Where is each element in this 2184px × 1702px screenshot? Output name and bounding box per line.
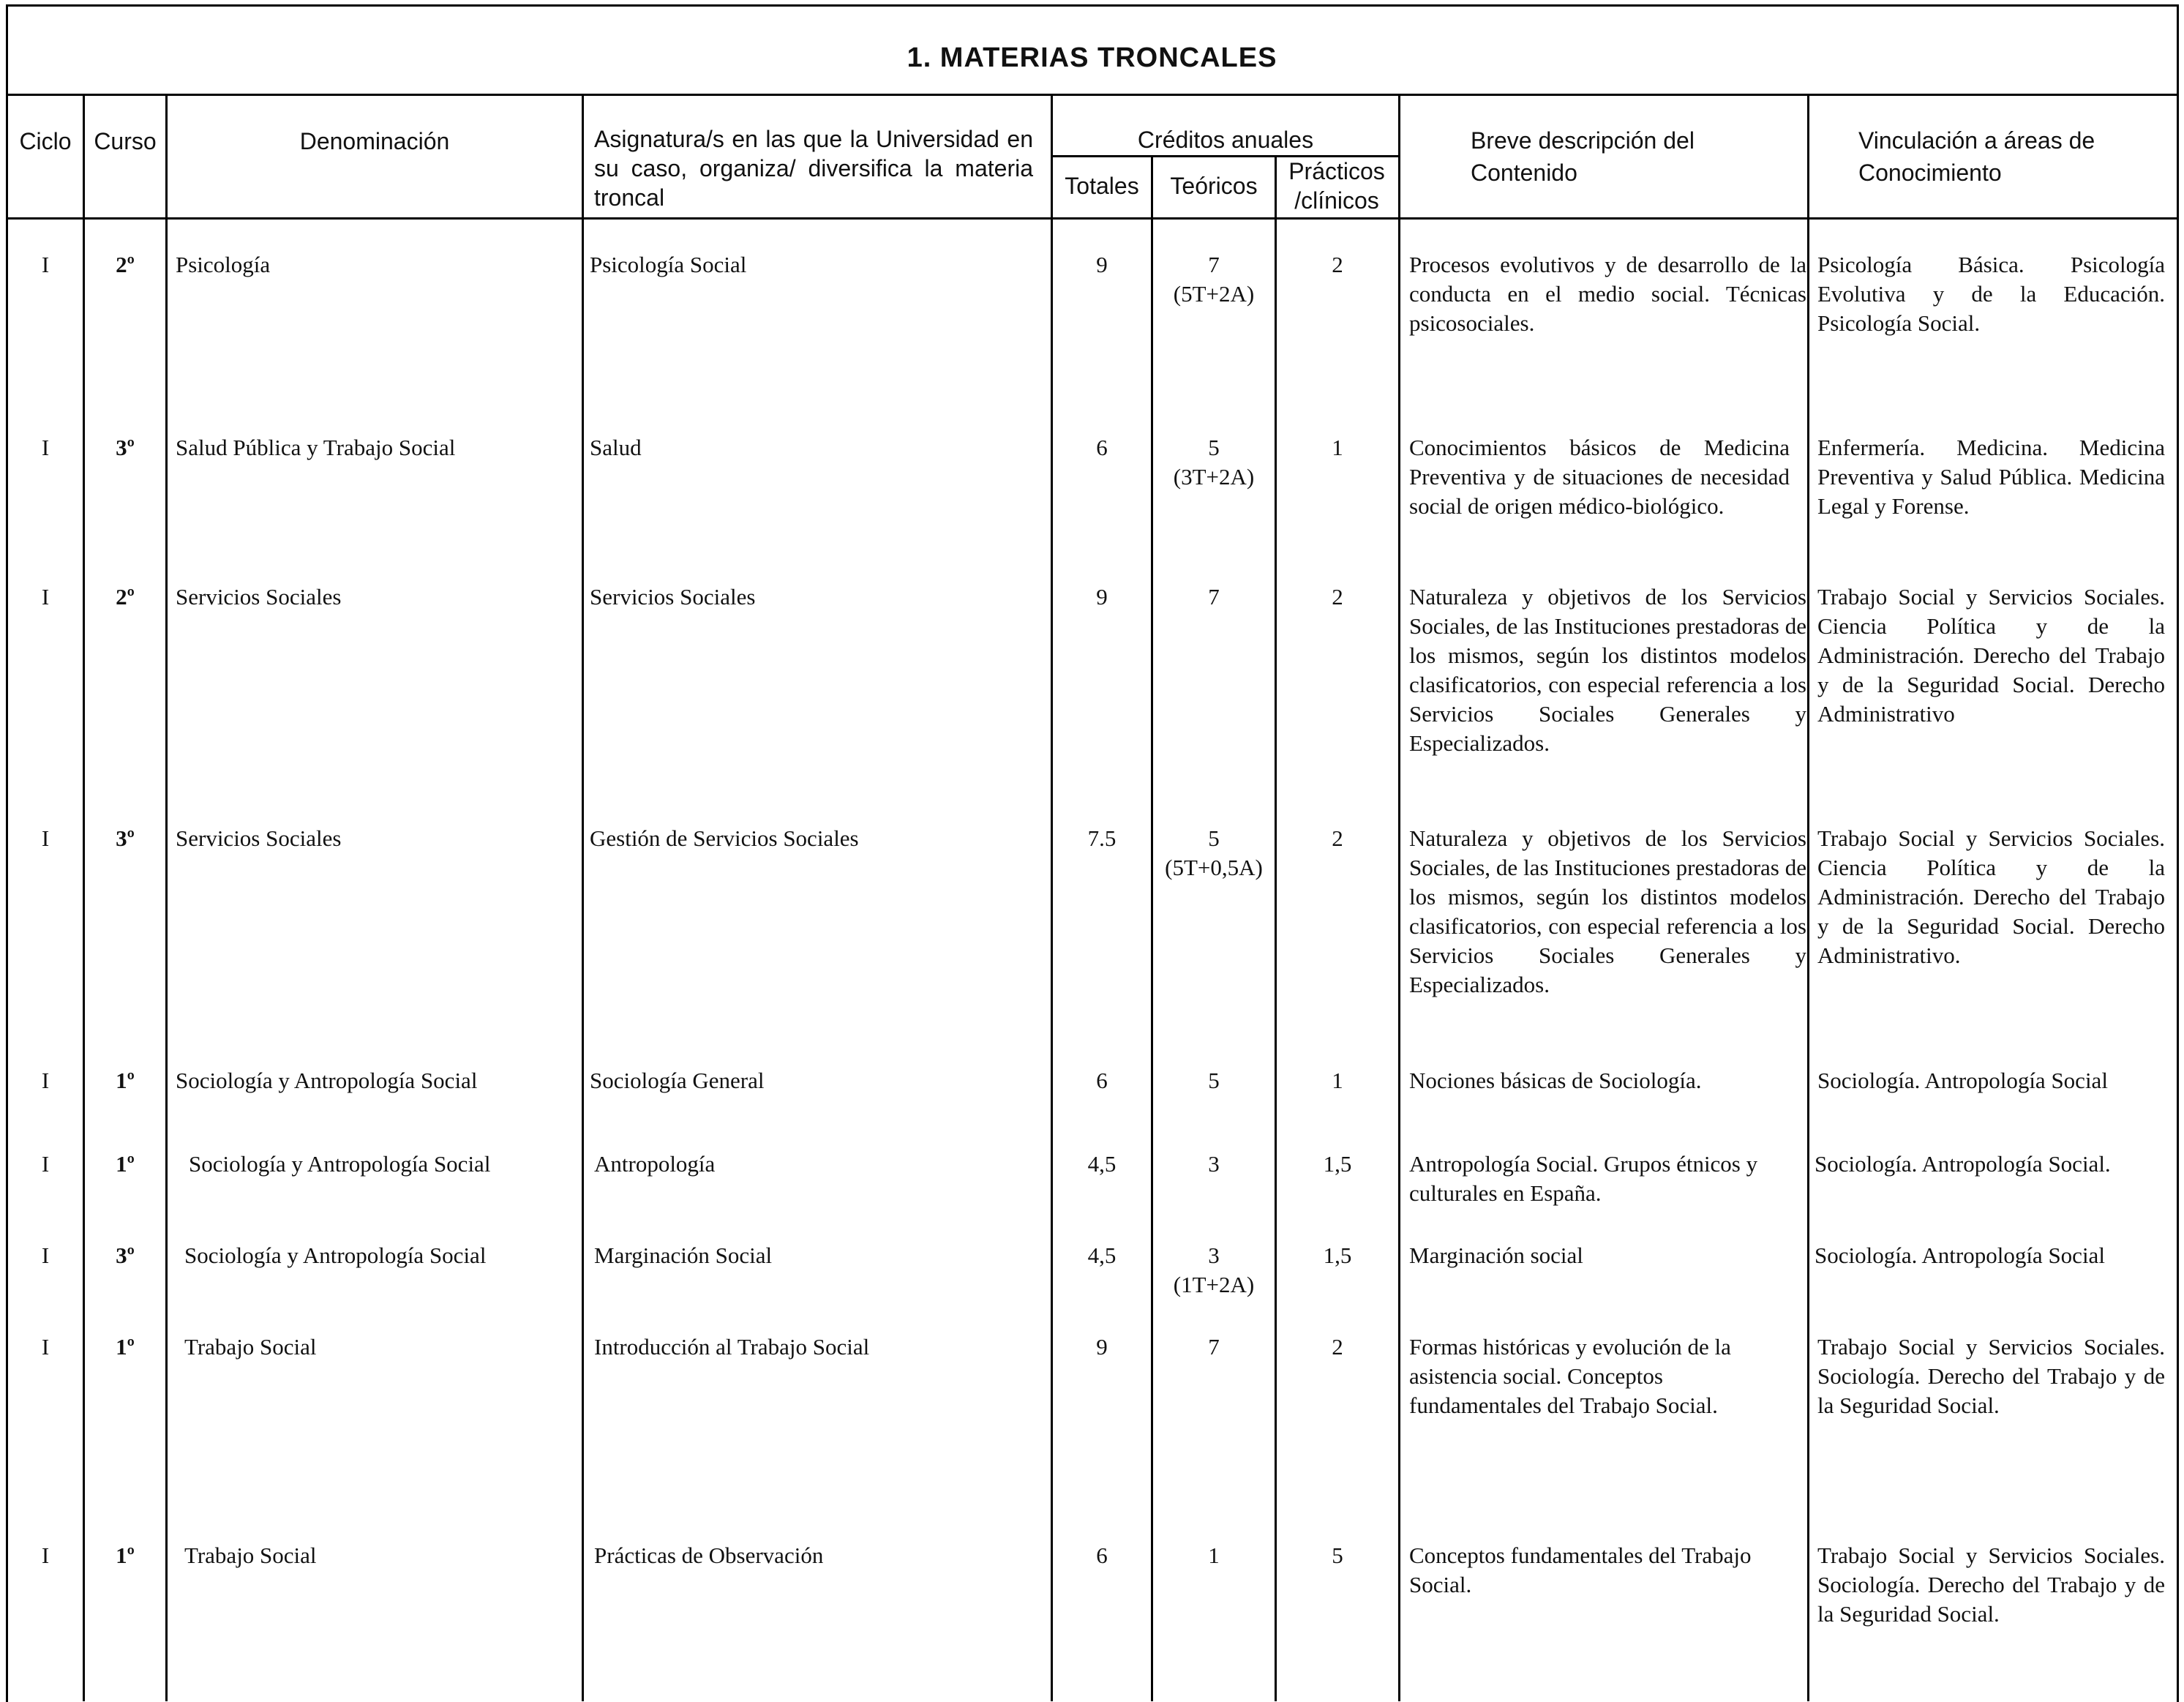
row-ciclo: I: [41, 584, 50, 610]
row-curso: 2º: [116, 252, 135, 277]
row-ciclo: I: [41, 1334, 50, 1360]
row-teoricos-detail: (5T+2A): [1173, 281, 1255, 307]
page-title: 1. MATERIAS TRONCALES: [907, 42, 1277, 73]
row-practicos: 1: [1332, 1068, 1343, 1093]
row-vinculacion: Sociología. Antropología Social: [1815, 1242, 2105, 1268]
header-descripcion: Breve descripción del Contenido: [1471, 127, 1695, 186]
row-descripcion: Naturaleza y objetivos de los Servicios Sociales, de las Instituciones prestadoras de los mismos, según los distintos modelos clasificatorios, con especial referencia a los Servicios Sociales Generales y Especializados.: [1409, 584, 1806, 756]
row-curso: 1º: [116, 1542, 135, 1568]
row-curso: 1º: [116, 1068, 135, 1093]
row-totales: 7.5: [1087, 825, 1117, 851]
row-descripcion: Conocimientos básicos de Medicina Preventiva y de situaciones de necesidad social de origen médico-biológico.: [1409, 435, 1790, 519]
row-practicos: 2: [1332, 252, 1343, 277]
row-practicos: 2: [1332, 584, 1343, 610]
row-practicos: 2: [1332, 825, 1343, 851]
row-ciclo: I: [41, 252, 50, 277]
row-denominacion: Salud Pública y Trabajo Social: [176, 435, 456, 460]
row-denominacion: Sociología y Antropología Social: [176, 1068, 478, 1093]
row-curso: 3º: [116, 435, 135, 460]
row-denominacion: Servicios Sociales: [176, 584, 342, 610]
row-vinculacion: Trabajo Social y Servicios Sociales. Ciencia Política y de la Administración. Derecho del Trabajo y de la Seguridad Social. Derecho Administrativo: [1817, 584, 2165, 727]
row-teoricos: 3: [1208, 1242, 1220, 1268]
row-teoricos-detail: (1T+2A): [1173, 1272, 1255, 1297]
row-curso: 3º: [116, 1242, 135, 1268]
row-totales: 4,5: [1087, 1151, 1117, 1177]
header-curso: Curso: [94, 128, 157, 154]
row-vinculacion: Trabajo Social y Servicios Sociales. Sociología. Derecho del Trabajo y de la Seguridad Social.: [1817, 1542, 2165, 1627]
row-asignatura: Prácticas de Observación: [594, 1542, 824, 1568]
header-rule: [6, 217, 2179, 220]
header-asignaturas: Asignatura/s en las que la Universidad en su caso, organiza/ diversifica la materia troncal: [594, 126, 1033, 211]
row-teoricos: 5: [1208, 435, 1220, 460]
header-teoricos: Teóricos: [1170, 173, 1258, 199]
row-totales: 4,5: [1087, 1242, 1117, 1268]
row-curso: 1º: [116, 1151, 135, 1177]
col-rule-practicos: [1275, 155, 1277, 1701]
row-asignatura: Sociología General: [590, 1068, 765, 1093]
row-asignatura: Servicios Sociales: [590, 584, 756, 610]
row-vinculacion: Trabajo Social y Servicios Sociales. Ciencia Política y de la Administración. Derecho del Trabajo y de la Seguridad Social. Derecho Administrativo.: [1817, 825, 2165, 968]
row-teoricos: 7: [1208, 252, 1220, 277]
header-practicos: Prácticos /clínicos: [1288, 158, 1385, 214]
row-practicos: 5: [1332, 1542, 1343, 1568]
row-vinculacion: Enfermería. Medicina. Medicina Preventiva y Salud Pública. Medicina Legal y Forense.: [1817, 435, 2165, 519]
row-denominacion: Sociología y Antropología Social: [189, 1151, 491, 1177]
row-asignatura: Introducción al Trabajo Social: [594, 1334, 870, 1360]
row-ciclo: I: [41, 825, 50, 851]
row-descripcion: Marginación social: [1409, 1242, 1583, 1268]
row-denominacion: Trabajo Social: [184, 1334, 317, 1360]
row-descripcion: Antropología Social. Grupos étnicos y culturales en España.: [1409, 1151, 1758, 1206]
row-descripcion: Procesos evolutivos y de desarrollo de la conducta en el medio social. Técnicas psicosociales.: [1409, 252, 1806, 336]
row-teoricos: 3: [1208, 1151, 1220, 1177]
row-curso: 3º: [116, 825, 135, 851]
col-rule-teoricos: [1151, 155, 1153, 1701]
row-denominacion: Sociología y Antropología Social: [184, 1242, 487, 1268]
col-rule-curso: [83, 94, 85, 1701]
row-teoricos: 7: [1208, 1334, 1220, 1360]
col-rule-descripcion: [1398, 94, 1400, 1701]
row-asignatura: Marginación Social: [594, 1242, 773, 1268]
row-asignatura: Antropología: [594, 1151, 716, 1177]
row-curso: 2º: [116, 584, 135, 610]
row-asignatura: Gestión de Servicios Sociales: [590, 825, 859, 851]
row-practicos: 2: [1332, 1334, 1343, 1360]
row-vinculacion: Psicología Básica. Psicología Evolutiva y de la Educación. Psicología Social.: [1817, 252, 2165, 336]
row-teoricos: 5: [1208, 825, 1220, 851]
row-teoricos: 5: [1208, 1068, 1220, 1093]
col-rule-asignatura: [582, 94, 584, 1701]
row-practicos: 1,5: [1323, 1151, 1352, 1177]
row-descripcion: Formas históricas y evolución de la asistencia social. Conceptos fundamentales del Trabajo Social.: [1409, 1334, 1731, 1418]
row-ciclo: I: [41, 1242, 50, 1268]
row-descripcion: Naturaleza y objetivos de los Servicios Sociales, de las Instituciones prestadoras de los mismos, según los distintos modelos clasificatorios, con especial referencia a los Servicios Sociales Generales y Especializados.: [1409, 825, 1806, 997]
row-denominacion: Servicios Sociales: [176, 825, 342, 851]
row-vinculacion: Trabajo Social y Servicios Sociales. Sociología. Derecho del Trabajo y de la Seguridad Social.: [1817, 1334, 2165, 1418]
header-totales: Totales: [1065, 173, 1139, 199]
row-totales: 6: [1096, 435, 1108, 460]
col-rule-vinculacion: [1807, 94, 1809, 1701]
header-denominacion: Denominación: [299, 128, 450, 154]
header-creditos: Créditos anuales: [1137, 127, 1314, 153]
row-denominacion: Trabajo Social: [184, 1542, 317, 1568]
row-curso: 1º: [116, 1334, 135, 1360]
row-descripcion: Conceptos fundamentales del Trabajo Social.: [1409, 1542, 1752, 1597]
row-totales: 9: [1096, 1334, 1108, 1360]
row-teoricos: 7: [1208, 584, 1220, 610]
row-teoricos-detail: (3T+2A): [1173, 464, 1255, 490]
row-asignatura: Salud: [590, 435, 642, 460]
row-totales: 9: [1096, 584, 1108, 610]
header-vinculacion: Vinculación a áreas de Conocimiento: [1858, 127, 2095, 186]
row-totales: 6: [1096, 1542, 1108, 1568]
row-practicos: 1: [1332, 435, 1343, 460]
row-teoricos-detail: (5T+0,5A): [1165, 855, 1263, 880]
row-totales: 9: [1096, 252, 1108, 277]
row-totales: 6: [1096, 1068, 1108, 1093]
row-vinculacion: Sociología. Antropología Social: [1817, 1068, 2108, 1093]
row-asignatura: Psicología Social: [590, 252, 747, 277]
row-ciclo: I: [41, 1151, 50, 1177]
title-rule: [6, 94, 2179, 96]
row-descripcion: Nociones básicas de Sociología.: [1409, 1068, 1702, 1093]
col-rule-denominacion: [165, 94, 168, 1701]
row-practicos: 1,5: [1323, 1242, 1352, 1268]
row-ciclo: I: [41, 1542, 50, 1568]
row-ciclo: I: [41, 435, 50, 460]
row-ciclo: I: [41, 1068, 50, 1093]
row-denominacion: Psicología: [176, 252, 271, 277]
row-vinculacion: Sociología. Antropología Social.: [1815, 1151, 2111, 1177]
header-ciclo: Ciclo: [19, 128, 72, 154]
row-teoricos: 1: [1208, 1542, 1220, 1568]
col-rule-totales: [1051, 94, 1053, 1701]
